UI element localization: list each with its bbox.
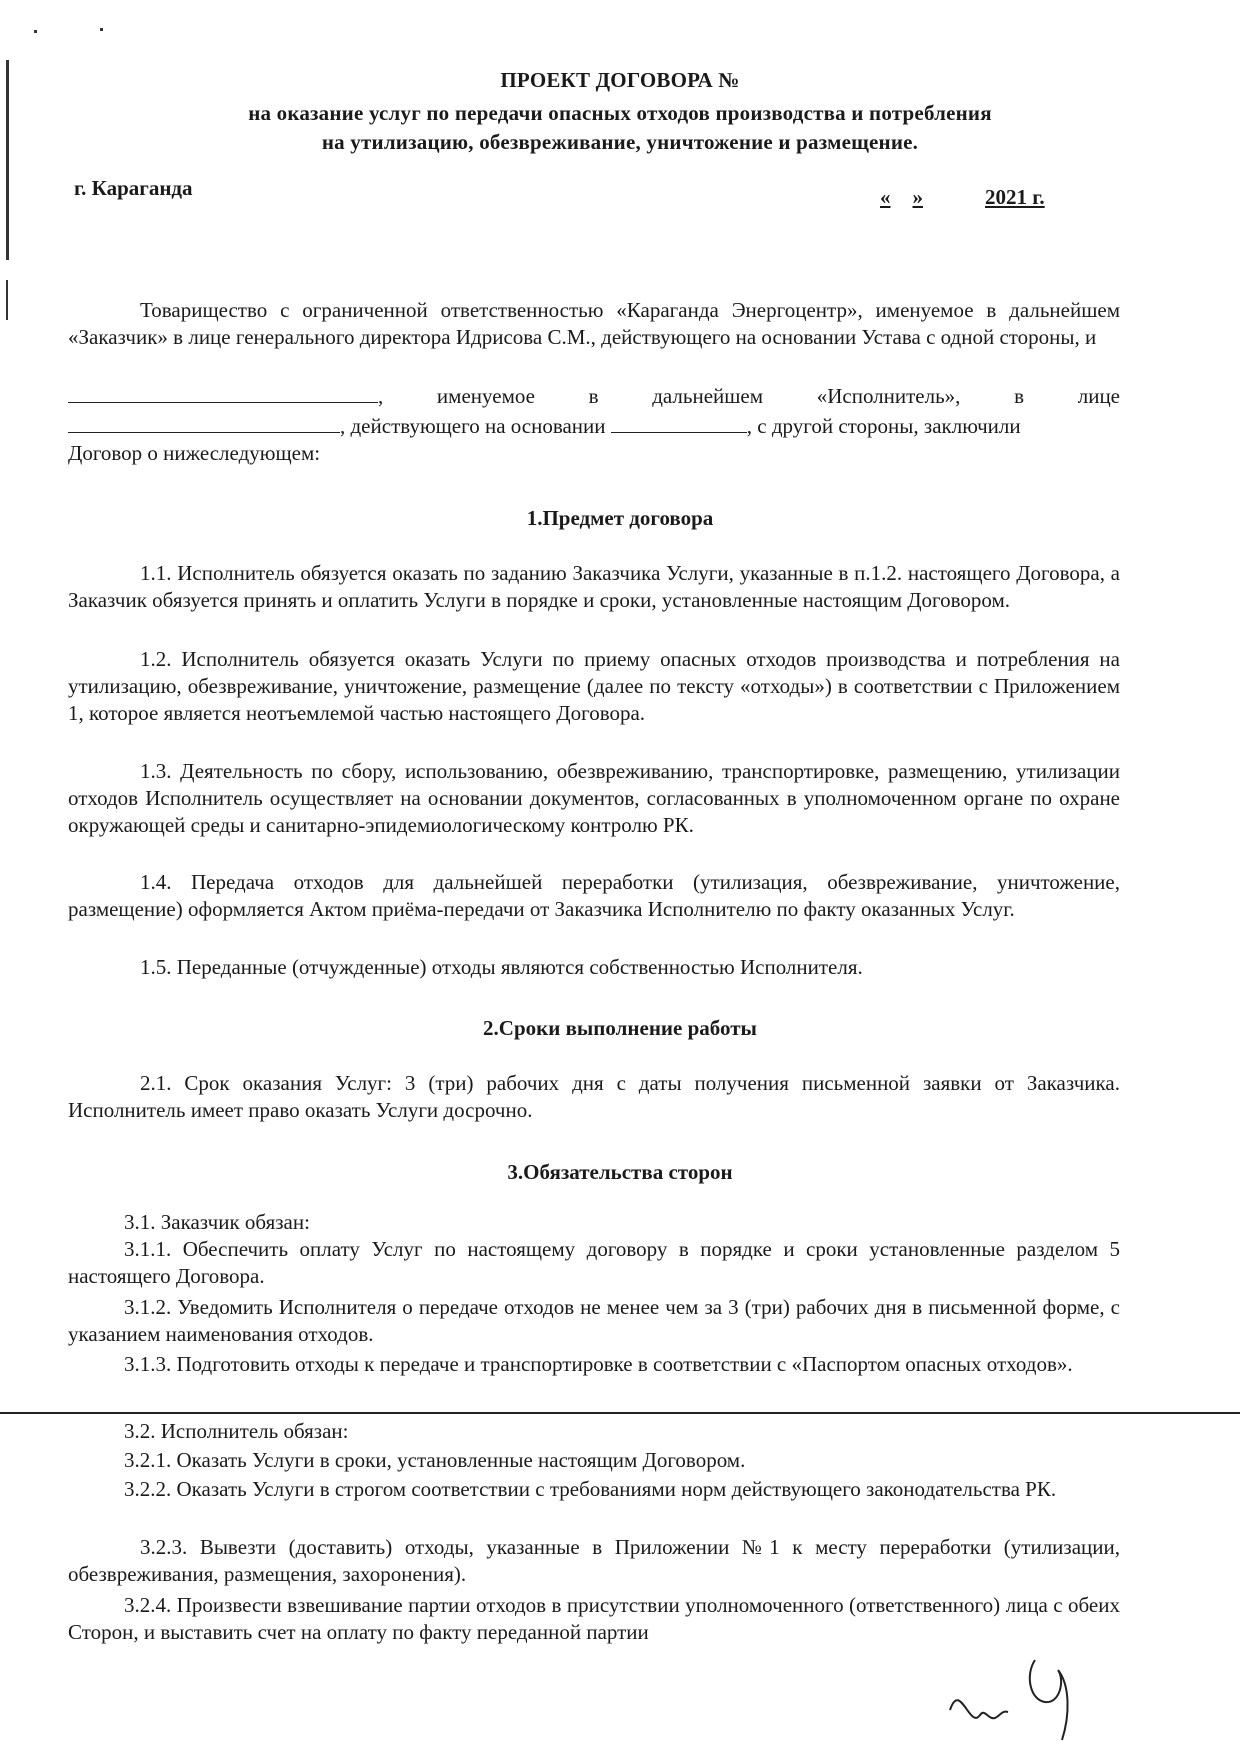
clause-3-2-4: 3.2.4. Произвести взвешивание партии отходов в присутствии уполномоченного (ответственного) лица с обеих Сторон, и выставить счет на оплату по факту переданной партии <box>68 1593 1120 1644</box>
clause-3-2-1: 3.2.1. Оказать Услуги в сроки, установленные настоящим Договором. <box>124 1448 746 1472</box>
blank-field-representative <box>68 414 340 433</box>
clause-3-2-3: 3.2.3. Вывезти (доставить) отходы, указанные в Приложении №1 к месту переработки (утилизации, обезвреживания, размещения, захоронения). <box>68 1535 1120 1586</box>
date-quote-open: « <box>880 185 891 209</box>
intro-paragraph: Товарищество с ограниченной ответственностью «Караганда Энергоцентр», именуемое в дальнейшем «Заказчик» в лице генерального директора Идрисова С.М., действующего на основании Устава с одной стороны, и <box>68 298 1120 349</box>
clause-3-1-1: 3.1.1. Обеспечить оплату Услуг по настоящему договору в порядке и сроки установленные разделом 5 настоящего Договора. <box>68 1237 1120 1288</box>
city: г. Караганда <box>74 176 193 200</box>
section-1-heading: 1.Предмет договора <box>526 506 714 530</box>
clause-1-3: 1.3. Деятельность по сбору, использованию, обезвреживанию, транспортировке, размещению, утилизации отходов Исполнитель осуществляет на основании документов, согласованных в уполномоченном органе по охране окружающей среды и санитарно-эпидемиологическому контролю РК. <box>68 759 1120 837</box>
document-subtitle-line1: на оказание услуг по передачи опасных отходов производства и потребления <box>248 101 992 125</box>
intro-line-executor-text: , именуемое в дальнейшем «Исполнитель», в лице <box>378 384 1120 408</box>
scan-artifact <box>34 30 37 33</box>
scan-artifact <box>6 280 8 320</box>
clause-1-2: 1.2. Исполнитель обязуется оказать Услуги по приему опасных отходов производства и потребления на утилизацию, обезвреживание, уничтожение, размещение (далее по тексту «отходы») в соответствии с Приложением 1, которое является неотъемлемой частью настоящего Договора. <box>68 647 1120 725</box>
scan-artifact <box>100 28 103 31</box>
blank-field-executor-name <box>68 384 378 403</box>
handwritten-signature <box>930 1640 1110 1750</box>
document-subtitle-line2: на утилизацию, обезвреживание, уничтожение и размещение. <box>321 130 919 154</box>
clause-1-5: 1.5. Переданные (отчужденные) отходы являются собственностью Исполнителя. <box>140 955 863 979</box>
section-3-heading: 3.Обязательства сторон <box>507 1160 733 1184</box>
scan-page-break-line <box>0 1412 1240 1414</box>
intro-line-representative-text-b: , с другой стороны, заключили <box>746 414 1021 438</box>
date-year: 2021 г. <box>985 185 1045 209</box>
clause-3-2: 3.2. Исполнитель обязан: <box>124 1419 349 1443</box>
document-title: ПРОЕКТ ДОГОВОРА № <box>500 68 740 92</box>
intro-line-executor <box>68 384 1120 409</box>
contract-date <box>880 185 1045 210</box>
intro-line-representative <box>68 414 1120 439</box>
clause-3-1: 3.1. Заказчик обязан: <box>124 1210 310 1234</box>
section-2-heading: 2.Сроки выполнение работы <box>483 1016 757 1040</box>
intro-line-representative-text-a: , действующего на основании <box>340 414 606 438</box>
date-quote-close: » <box>912 185 923 209</box>
blank-field-basis <box>611 414 747 433</box>
clause-2-1: 2.1. Срок оказания Услуг: 3 (три) рабочих дня с даты получения письменной заявки от Заказчика. Исполнитель имеет право оказать Услуги досрочно. <box>68 1071 1120 1122</box>
intro-line-agreement: Договор о нижеследующем: <box>68 441 321 465</box>
clause-3-2-2: 3.2.2. Оказать Услуги в строгом соответствии с требованиями норм действующего законодательства РК. <box>124 1477 1057 1501</box>
clause-3-1-2: 3.1.2. Уведомить Исполнителя о передаче отходов не менее чем за 3 (три) рабочих дня в письменной форме, с указанием наименования отходов. <box>68 1295 1120 1346</box>
clause-1-1: 1.1. Исполнитель обязуется оказать по заданию Заказчика Услуги, указанные в п.1.2. настоящего Договора, а Заказчик обязуется принять и оплатить Услуги в порядке и сроки, установленные настоящим Договором. <box>68 561 1120 612</box>
clause-3-1-3: 3.1.3. Подготовить отходы к передаче и транспортировке в соответствии с «Паспортом опасных отходов». <box>124 1352 1073 1376</box>
clause-1-4: 1.4. Передача отходов для дальнейшей переработки (утилизация, обезвреживание, уничтожение, размещение) оформляется Актом приёма-передачи от Заказчика Исполнителю по факту оказанных Услуг. <box>68 870 1120 921</box>
